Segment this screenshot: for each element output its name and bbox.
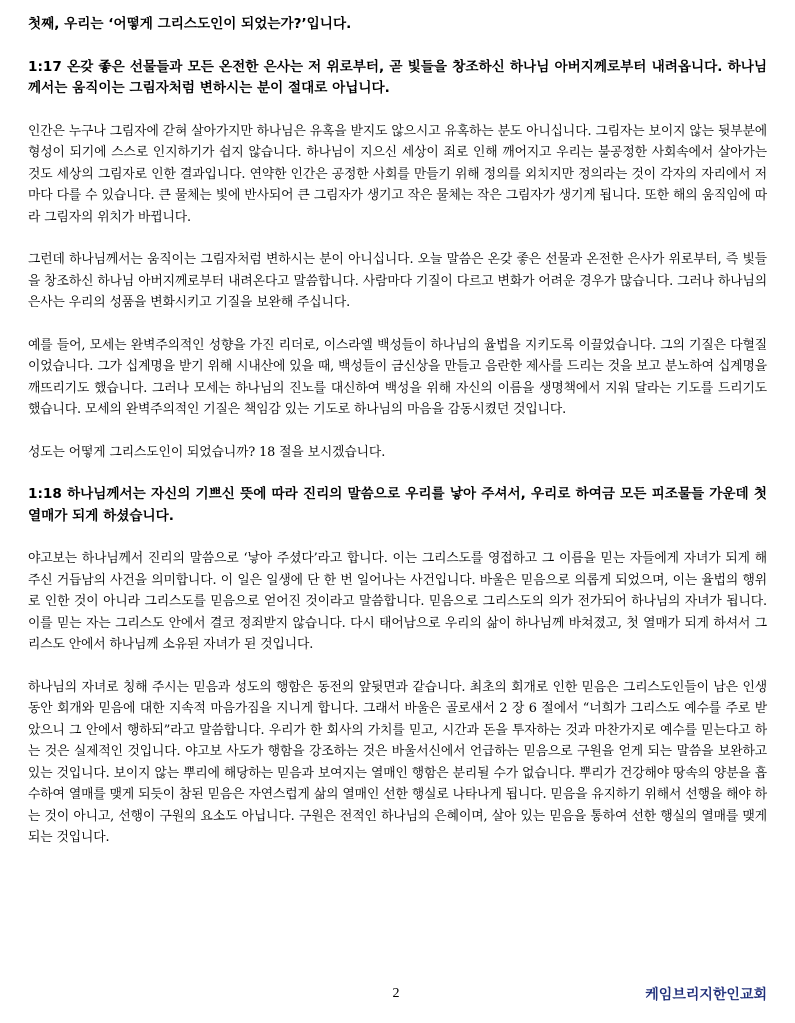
paragraph-unchanging-god: 그런데 하나님께서는 움직이는 그림자처럼 변하시는 분이 아니십니다. 오늘 말씀은 온갖 좋은 선물과 온전한 은사가 위로부터, 즉 빛들을 창조하신 하나님 아버지께로부터 내려온다고 말씀합니다. 사람마다 기질이 다르고 변화가 어려운 경우가 많습니다. 그러나 하나님의 은사는 우리의 성품을 변화시키고 기질을 보완해 주십니다. [28,252,767,310]
paragraph-shadow: 인간은 누구나 그림자에 갇혀 살아가지만 하나님은 유혹을 받지도 않으시고 유혹하는 분도 아니십니다. 그림자는 보이지 않는 뒷부분에 형성이 되기에 스스로 인지하기가 쉽지 않습니다. 하나님이 지으신 세상이 죄로 인해 깨어지고 우리는 불공정한 사회속에서 살아가는 것도 세상의 그림자로 인한 결과입니다. 연약한 인간은 공정한 사회를 만들기 위해 정의를 외치지만 정의라는 것이 각자의 자리에서 저마다 다를 수 있습니다. 큰 물체는 빛에 반사되어 큰 그림자가 생기고 작은 물체는 작은 그림자가 생기게 됩니다. 또한 해의 움직임에 따라 그림자의 위치가 바뀝니다. [28,123,767,225]
paragraph-question: 성도는 어떻게 그리스도인이 되었습니까? 18 절을 보시겠습니다. [28,444,386,460]
page-number: 2 [392,986,400,1001]
paragraph-rebirth: 야고보는 하나님께서 진리의 말씀으로 ‘낳아 주셨다’라고 합니다. 이는 그리스도를 영접하고 그 이름을 믿는 자들에게 자녀가 되게 해 주신 거듭남의 사건을 의미합니다. 이 일은 일생에 단 한 번 일어나는 사건입니다. 바울은 믿음으로 의롭게 되었으며, 이는 율법의 행위로 인한 것이 아니라 그리스도를 믿음으로 얻어진 것이라고 말씀합니다. 믿음으로 그리스도의 의가 전가되어 하나님의 자녀가 됩니다. 이를 믿는 자는 그리스도 안에서 결코 정죄받지 않습니다. 다시 태어남으로 우리의 삶이 하나님께 바쳐졌고, 첫 열매가 되게 하셔서 그리스도 안에서 하나님께 소유된 자녀가 된 것입니다. [28,551,767,652]
document-page [28,14,767,849]
paragraph-faith-and-works: 하나님의 자녀로 칭해 주시는 믿음과 성도의 행함은 동전의 앞뒷면과 같습니다. 최초의 회개로 인한 믿음은 그리스도인들이 남은 인생 동안 회개와 믿음에 대한 지속적 마음가짐을 지니게 합니다. 그래서 바울은 골로새서 2 장 6 절에서 “너희가 그리스도 예수를 주로 받았으니 그 안에서 행하되”라고 말씀합니다. 우리가 한 회사의 가치를 믿고, 시간과 돈을 투자하는 것과 마찬가지로 예수를 믿는다고 하는 것은 실제적인 것입니다. 야고보 사도가 행함을 강조하는 것은 바울서신에서 언급하는 믿음으로 구원을 얻게 되는 말씀을 보완하고 있는 것입니다. 보이지 않는 뿌리에 해당하는 믿음과 보여지는 열매인 행함은 분리될 수가 없습니다. 뿌리가 건강해야 땅속의 양분을 흡수하여 열매를 맺게 되듯이 참된 믿음은 자연스럽게 삶의 열매인 선한 행실로 나타나게 됩니다. 믿음을 유지하기 위해서 선행을 해야 하는 것이 아니고, 선행이 구원의 요소도 아닙니다. 구원은 전적인 하나님의 은혜이며, 살아 있는 믿음을 통하여 선한 행실의 열매를 맺게 되는 것입니다. [28,679,767,845]
church-name: 케임브리지한인교회 [645,987,767,1003]
scripture-verse-17: 1:17 온갖 좋은 선물들과 모든 온전한 은사는 저 위로부터, 곧 빛들을 창조하신 하나님 아버지께로부터 내려옵니다. 하나님께서는 움직이는 그림자처럼 변하시는 분이 절대로 아닙니다. [28,58,767,96]
paragraph-moses: 예를 들어, 모세는 완벽주의적인 성향을 가진 리더로, 이스라엘 백성들이 하나님의 율법을 지키도록 이끌었습니다. 그의 기질은 다혈질이었습니다. 그가 십계명을 받기 위해 시내산에 있을 때, 백성들이 금신상을 만들고 음란한 제사를 드리는 것을 보고 분노하여 십계명을 깨뜨리기도 했습니다. 그러나 모세는 하나님의 진노를 대신하여 백성을 위해 자신의 이름을 생명책에서 지워 달라는 기도를 드리기도 했습니다. 모세의 완벽주의적인 기질은 책임감 있는 기도로 하나님의 마음을 감동시켰던 것입니다. [28,337,767,417]
section-heading: 첫째, 우리는 ‘어떻게 그리스도인이 되었는가?’입니다. [28,16,352,32]
scripture-verse-18: 1:18 하나님께서는 자신의 기쁘신 뜻에 따라 진리의 말씀으로 우리를 낳아 주셔서, 우리로 하여금 모든 피조물들 가운데 첫 열매가 되게 하셨습니다. [28,486,767,524]
